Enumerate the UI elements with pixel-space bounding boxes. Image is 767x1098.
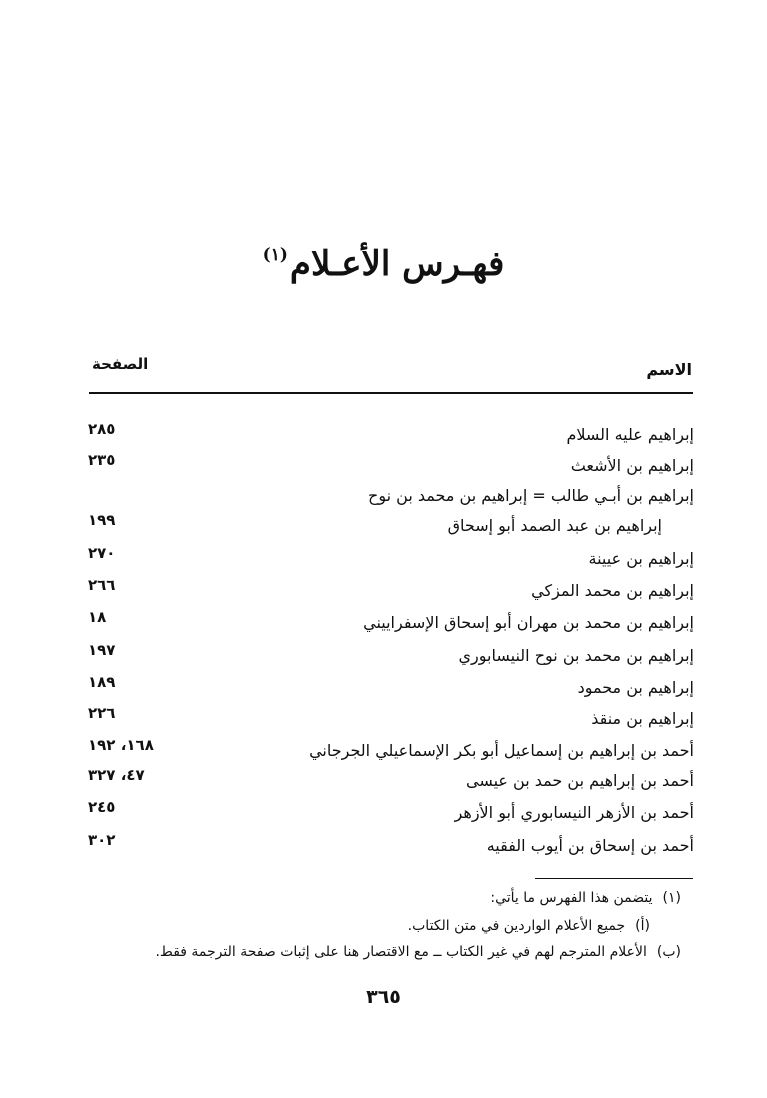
page-number: ٣٦٥ [366,986,401,1008]
entry-pages: ٢٢٦ [88,704,116,722]
index-entry [80,451,694,484]
entry-name: إبراهيم بن عبد الصمد أبو إسحاق [447,516,662,535]
index-entry [80,831,694,864]
entry-pages: ١٨٩ [88,673,116,691]
index-entry [80,576,694,609]
entry-name: إبراهيم بن منقذ [591,709,694,728]
index-entry [80,486,694,514]
entry-pages: ١٩٧ [88,641,116,659]
index-entry [80,798,694,831]
entry-name: إبراهيم عليه السلام [566,425,694,444]
entry-pages: ٤٧، ٣٢٧ [88,766,145,784]
index-entry [80,420,694,453]
entry-name: إبراهيم بن الأشعث [570,456,694,475]
column-header-name: الاسم [646,360,692,379]
footnote-item-text: الأعلام المترجم لهم في غير الكتاب ــ مع الاقتصار هنا على إثبات صفحة الترجمة فقط. [155,944,647,960]
entry-name: أحمد بن إبراهيم بن إسماعيل أبو بكر الإسماعيلي الجرجاني [309,741,694,760]
index-entry [80,511,694,544]
footnote-rule [535,878,693,879]
entry-name: أحمد بن إبراهيم بن حمد بن عيسى [465,771,694,790]
footnote-intro [490,890,681,906]
entry-pages: ٣٠٢ [88,831,116,849]
footnote-item [155,944,681,960]
index-entry [80,766,694,799]
title-footnote-ref: (١) [262,245,288,265]
entry-pages: ١٩٩ [88,511,116,529]
footnote-item [408,918,650,934]
footnote-marker: (١) [662,890,681,906]
entry-name: إبراهيم بن محمد المزكي [531,581,694,600]
entry-name: أحمد بن الأزهر النيسابوري أبو الأزهر [454,803,694,822]
title-text: فهـرس الأعـلام [289,244,505,284]
footnote-item-marker: (ب) [656,944,681,960]
entry-pages: ٢٤٥ [88,798,116,816]
column-header-page: الصفحة [92,355,149,373]
index-entry [80,608,694,641]
entry-name: إبراهيم بن محمد بن نوح النيسابوري [458,646,694,665]
index-entry [80,641,694,674]
footnote-intro-text: يتضمن هذا الفهرس ما يأتي: [490,890,653,906]
index-entry [80,544,694,577]
entry-pages: ١٦٨، ١٩٢ [88,736,154,754]
entry-pages: ٢٣٥ [88,451,116,469]
entry-name: إبراهيم بن أبـي طالب = إبراهيم بن محمد بن نوح [368,486,694,505]
index-entry [80,673,694,706]
entry-pages: ٢٨٥ [88,420,116,438]
index-entry [80,736,694,769]
entry-pages: ٢٦٦ [88,576,116,594]
entry-name: إبراهيم بن محمد بن مهران أبو إسحاق الإسفراييني [363,613,694,632]
header-rule [89,392,693,394]
index-entry [80,704,694,737]
footnote-item-marker: (أ) [635,918,650,934]
page-title [0,244,767,284]
entry-pages: ٢٧٠ [88,544,116,562]
footnote-item-text: جميع الأعلام الواردين في متن الكتاب. [407,918,626,934]
entry-pages: ١٨ [88,608,107,626]
entry-name: إبراهيم بن عيينة [588,549,694,568]
entry-name: أحمد بن إسحاق بن أيوب الفقيه [486,836,694,855]
entry-name: إبراهيم بن محمود [577,678,694,697]
